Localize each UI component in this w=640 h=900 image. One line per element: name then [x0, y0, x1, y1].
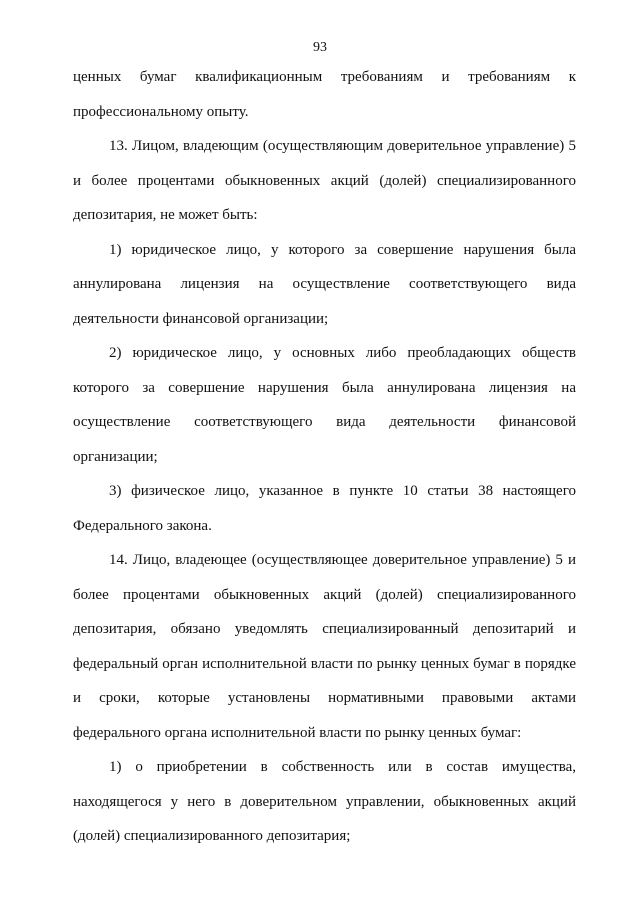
paragraph-clause-13: 13. Лицом, владеющим (осуществляющим доверительное управление) 5 и более процентами обыкновенных акций (долей) специализированного депозитария, не может быть: — [73, 138, 576, 223]
paragraph-item-14-1: 1) о приобретении в собственность или в состав имущества, находящегося у него в доверительном управлении, обыкновенных акций (долей) специализированного депозитария; — [73, 759, 576, 844]
paragraph-item-13-3: 3) физическое лицо, указанное в пункте 10 статьи 38 настоящего Федерального закона. — [73, 483, 576, 534]
document-body — [73, 60, 576, 854]
paragraph-item-13-1: 1) юридическое лицо, у которого за совершение нарушения была аннулирована лицензия на осуществление соответствующего вида деятельности финансовой организации; — [73, 241, 576, 327]
page-number: 93 — [313, 40, 327, 55]
paragraph-item-13-2: 2) юридическое лицо, у основных либо преобладающих обществ которого за совершение нарушения была аннулирована лицензия на осуществление соответствующего вида деятельности финансовой организации; — [73, 345, 576, 465]
paragraph-clause-14: 14. Лицо, владеющее (осуществляющее доверительное управление) 5 и более процентами обыкновенных акций (долей) специализированного депозитария, обязано уведомлять специализированный депозитарий и федеральный орган исполнительной власти по рынку ценных бумаг в порядке и сроки, которые установлены нормативными правовыми актами федерального органа исполнительной власти по рынку ценных бумаг: — [73, 552, 576, 741]
paragraph-continuation: ценных бумаг квалификационным требованиям и требованиям к профессиональному опыту. — [73, 69, 576, 120]
